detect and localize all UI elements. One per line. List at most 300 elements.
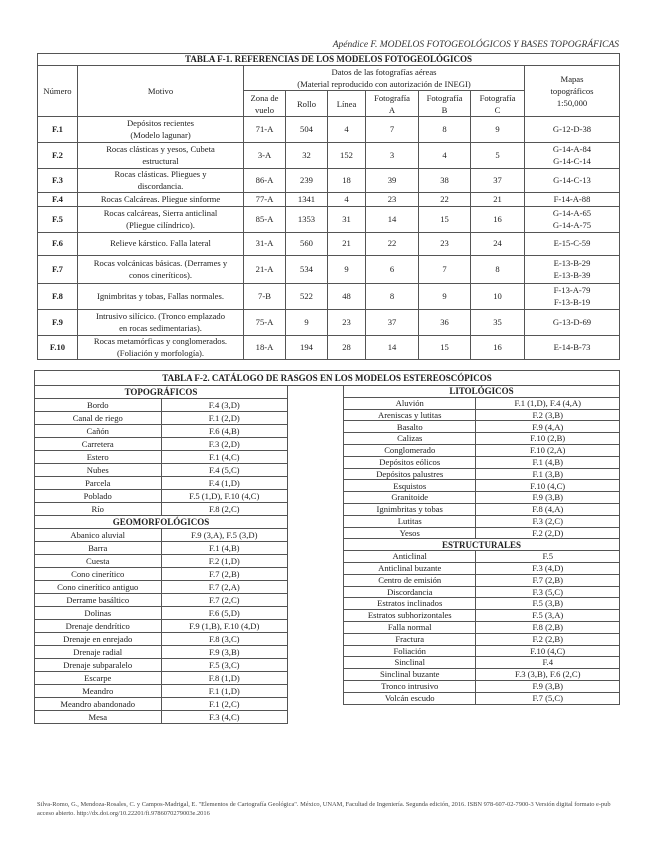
mapa-line1: G-13-D-69	[552, 316, 592, 327]
cell-foto-c: 21	[471, 193, 525, 207]
feature-name: Foliación	[344, 645, 476, 657]
cell-motivo	[78, 143, 244, 169]
zona-line1: Zona de	[250, 92, 279, 103]
feature-name: Canal de riego	[35, 412, 162, 425]
cell-rollo: 194	[286, 336, 328, 360]
cell-mapas	[525, 143, 620, 169]
col-header-zona	[244, 91, 286, 117]
table-row	[344, 409, 620, 421]
feature-name: Yesos	[344, 527, 476, 539]
cell-linea: 9	[328, 256, 366, 284]
feature-reference: F.9 (4,A)	[476, 421, 620, 433]
table-row	[35, 490, 288, 503]
table-row	[35, 529, 288, 542]
cell-motivo	[78, 193, 244, 207]
feature-name: Parcela	[35, 477, 162, 490]
cell-zona: 71-A	[244, 117, 286, 143]
section-header: TOPOGRÁFICOS	[35, 386, 288, 399]
feature-name: Discordancia	[344, 586, 476, 598]
table-row	[35, 399, 288, 412]
cell-foto-c: 35	[471, 310, 525, 336]
foto-b-line1: Fotografía	[426, 92, 463, 103]
feature-name: Lutitas	[344, 515, 476, 527]
table-row	[344, 492, 620, 504]
col-header-linea: Línea	[328, 91, 366, 117]
feature-name: Drenaje en enrejado	[35, 633, 162, 646]
cell-foto-b: 23	[419, 233, 471, 256]
datos-line1: Datos de las fotografías aéreas	[331, 67, 437, 77]
mapa-line1: F-13-A-79	[553, 285, 591, 295]
mapa-line1: E-15-C-59	[553, 238, 591, 249]
citation-footer: Silva-Romo, G., Mendoza-Rosales, C. y Campos-Madrigal, E. "Elementos de Cartografía Geológica". México, UNAM, Facultad de Ingeniería. Segunda edición, 2016. ISBN 978-607-02-7900-3 Versión digital formato e-pub acceso abierto. http://dx.doi.org/10.22201/fi.9786070279003e.2016	[37, 801, 611, 817]
table-row	[38, 207, 620, 233]
feature-name: Depósitos eólicos	[344, 456, 476, 468]
motivo-line1: Rocas metamórficas y conglomerados.	[93, 336, 228, 346]
feature-name: Sinclinal	[344, 657, 476, 669]
table-row	[35, 620, 288, 633]
foto-b-line2: B	[441, 104, 448, 115]
feature-name: Bordo	[35, 399, 162, 412]
cell-linea: 21	[328, 233, 366, 256]
feature-name: Dolinas	[35, 607, 162, 620]
table-row	[35, 503, 288, 516]
col-header-foto-c	[471, 91, 525, 117]
cell-zona: 7-B	[244, 284, 286, 310]
table-row	[35, 581, 288, 594]
feature-name: Depósitos palustres	[344, 468, 476, 480]
cell-numero: F.5	[38, 207, 78, 233]
feature-reference: F.5	[476, 551, 620, 563]
cell-zona: 18-A	[244, 336, 286, 360]
feature-name: Centro de emisión	[344, 574, 476, 586]
section-header-row	[35, 386, 288, 399]
cell-mapas	[525, 310, 620, 336]
feature-name: Carretera	[35, 438, 162, 451]
cell-motivo	[78, 310, 244, 336]
table-row	[344, 562, 620, 574]
feature-name: Drenaje subparalelo	[35, 659, 162, 672]
cell-foto-b: 22	[419, 193, 471, 207]
motivo-line2: conos cineríticos).	[128, 269, 192, 280]
table-row	[344, 503, 620, 515]
motivo-line2: (Foliación y morfología).	[116, 347, 205, 358]
feature-reference: F.7 (2,B)	[161, 568, 288, 581]
cell-rollo: 522	[286, 284, 328, 310]
cell-mapas	[525, 336, 620, 360]
motivo-line2: (Pliegue cilíndrico).	[126, 219, 195, 230]
feature-reference: F.3 (5,C)	[476, 586, 620, 598]
mapa-line1: G-14-C-13	[553, 174, 591, 185]
feature-reference: F.1 (1,D), F.4 (4,A)	[476, 397, 620, 409]
table-f2-title: TABLA F-2. CATÁLOGO DE RASGOS EN LOS MODELOS ESTEREOSCÓPICOS	[34, 370, 620, 386]
cell-rollo: 239	[286, 169, 328, 193]
mapas-line2: topográficos	[550, 86, 594, 96]
datos-line2: (Material reproducido con autorización de INEGI)	[297, 79, 471, 89]
cell-zona: 85-A	[244, 207, 286, 233]
cell-motivo	[78, 336, 244, 360]
feature-name: Meandro abandonado	[35, 698, 162, 711]
col-header-datos	[244, 66, 525, 91]
feature-name: Estero	[35, 451, 162, 464]
section-header: GEOMORFOLÓGICOS	[35, 516, 288, 529]
foto-c-line1: Fotografía	[479, 92, 516, 103]
table-row	[344, 645, 620, 657]
cell-mapas	[525, 233, 620, 256]
col-header-numero: Número	[38, 66, 78, 117]
section-header-row	[35, 516, 288, 529]
feature-name: Fractura	[344, 633, 476, 645]
table-row	[35, 451, 288, 464]
feature-name: Mesa	[35, 711, 162, 724]
feature-reference: F.1 (4,C)	[161, 451, 288, 464]
cell-foto-a: 6	[366, 256, 419, 284]
feature-name: Conglomerado	[344, 444, 476, 456]
table-row	[35, 711, 288, 724]
feature-reference: F.10 (2,A)	[476, 444, 620, 456]
cell-rollo: 32	[286, 143, 328, 169]
cell-foto-a: 14	[366, 207, 419, 233]
foto-a-line1: Fotografía	[374, 92, 410, 103]
table-title: TABLA F-1. REFERENCIAS DE LOS MODELOS FOTOGEOLÓGICOS	[38, 54, 620, 66]
feature-name: Falla normal	[344, 621, 476, 633]
feature-name: Volcán escudo	[344, 692, 476, 704]
table-row	[344, 680, 620, 692]
cell-linea: 4	[328, 193, 366, 207]
table-f1	[37, 53, 620, 360]
col-header-foto-a	[366, 91, 419, 117]
table-row	[344, 421, 620, 433]
table-row	[344, 551, 620, 563]
table-row	[38, 233, 620, 256]
feature-reference: F.3 (3,B), F.6 (2,C)	[476, 669, 620, 681]
feature-reference: F.8 (2,C)	[161, 503, 288, 516]
cell-foto-b: 36	[419, 310, 471, 336]
motivo-line1: Relieve kárstico. Falla lateral	[110, 238, 211, 249]
cell-numero: F.8	[38, 284, 78, 310]
feature-reference: F.4 (1,D)	[161, 477, 288, 490]
cell-foto-c: 8	[471, 256, 525, 284]
cell-rollo: 534	[286, 256, 328, 284]
cell-foto-b: 8	[419, 117, 471, 143]
motivo-line2: en rocas sedimentarias).	[119, 322, 202, 333]
cell-foto-b: 7	[419, 256, 471, 284]
cell-motivo	[78, 284, 244, 310]
table-row	[344, 397, 620, 409]
page-header: Apéndice F. MODELOS FOTOGEOLÓGICOS Y BASES TOPOGRÁFICAS	[332, 40, 619, 50]
cell-numero: F.9	[38, 310, 78, 336]
table-row	[35, 685, 288, 698]
feature-name: Esquistos	[344, 480, 476, 492]
feature-reference: F.4	[476, 657, 620, 669]
foto-c-line2: C	[494, 104, 501, 115]
mapa-line2: G-14-A-75	[552, 219, 592, 230]
feature-reference: F.3 (2,D)	[161, 438, 288, 451]
cell-numero: F.10	[38, 336, 78, 360]
feature-name: Tronco intrusivo	[344, 680, 476, 692]
table-row	[35, 438, 288, 451]
feature-name: Nubes	[35, 464, 162, 477]
cell-foto-b: 9	[419, 284, 471, 310]
cell-mapas	[525, 207, 620, 233]
table-row	[35, 659, 288, 672]
feature-reference: F.2 (3,B)	[476, 409, 620, 421]
table-row	[344, 444, 620, 456]
cell-foto-a: 23	[366, 193, 419, 207]
table-row	[35, 412, 288, 425]
col-header-mapas	[525, 66, 620, 117]
feature-reference: F.5 (3,C)	[161, 659, 288, 672]
cell-zona: 21-A	[244, 256, 286, 284]
cell-linea: 23	[328, 310, 366, 336]
cell-linea: 4	[328, 117, 366, 143]
table-row	[344, 586, 620, 598]
cell-linea: 28	[328, 336, 366, 360]
table-row	[344, 621, 620, 633]
feature-reference: F.9 (3,B)	[161, 646, 288, 659]
motivo-line2: estructural	[142, 155, 179, 166]
cell-zona: 31-A	[244, 233, 286, 256]
table-row	[344, 633, 620, 645]
feature-reference: F.10 (4,C)	[476, 480, 620, 492]
cell-foto-c: 10	[471, 284, 525, 310]
cell-rollo: 9	[286, 310, 328, 336]
feature-reference: F.1 (4,B)	[476, 456, 620, 468]
cell-motivo	[78, 207, 244, 233]
feature-reference: F.9 (3,B)	[476, 492, 620, 504]
cell-mapas	[525, 117, 620, 143]
table-row	[344, 480, 620, 492]
cell-linea: 48	[328, 284, 366, 310]
cell-motivo	[78, 117, 244, 143]
table-row	[344, 657, 620, 669]
feature-reference: F.5 (1,D), F.10 (4,C)	[161, 490, 288, 503]
table-row	[35, 555, 288, 568]
table-row	[38, 193, 620, 207]
feature-reference: F.8 (2,B)	[476, 621, 620, 633]
section-header: LITOLÓGICOS	[344, 386, 620, 398]
cell-foto-a: 22	[366, 233, 419, 256]
cell-foto-c: 37	[471, 169, 525, 193]
feature-name: Cono cinerítico	[35, 568, 162, 581]
table-row	[35, 568, 288, 581]
feature-name: Granitoide	[344, 492, 476, 504]
cell-foto-b: 4	[419, 143, 471, 169]
feature-reference: F.7 (5,C)	[476, 692, 620, 704]
feature-name: Escarpe	[35, 672, 162, 685]
feature-reference: F.7 (2,C)	[161, 594, 288, 607]
motivo-line1: Depósitos recientes	[126, 118, 195, 128]
feature-reference: F.3 (4,C)	[161, 711, 288, 724]
table-row	[35, 672, 288, 685]
cell-numero: F.7	[38, 256, 78, 284]
foto-a-line2: A	[388, 104, 396, 115]
motivo-line1: Rocas clásticas. Pliegues y	[114, 169, 207, 179]
table-row	[35, 594, 288, 607]
feature-name: Calizas	[344, 433, 476, 445]
feature-reference: F.8 (3,C)	[161, 633, 288, 646]
col-header-motivo: Motivo	[78, 66, 244, 117]
cell-linea: 18	[328, 169, 366, 193]
table-row	[35, 633, 288, 646]
motivo-line1: Rocas calcáreas, Sierra anticlinal	[103, 208, 218, 218]
feature-name: Anticlinal buzante	[344, 562, 476, 574]
feature-name: Areniscas y lutitas	[344, 409, 476, 421]
col-header-rollo: Rollo	[286, 91, 328, 117]
cell-foto-a: 14	[366, 336, 419, 360]
table-row	[35, 477, 288, 490]
mapa-line2: G-14-C-14	[553, 155, 591, 166]
mapa-line2: E-13-B-39	[553, 269, 591, 280]
feature-name: Cañón	[35, 425, 162, 438]
feature-name: Estratos subhorizontales	[344, 610, 476, 622]
cell-rollo: 560	[286, 233, 328, 256]
table-row	[35, 646, 288, 659]
table-row	[35, 464, 288, 477]
mapa-line1: G-14-A-84	[552, 144, 592, 154]
table-row	[38, 169, 620, 193]
cell-zona: 86-A	[244, 169, 286, 193]
mapa-line1: F-14-A-88	[553, 193, 591, 204]
feature-reference: F.8 (1,D)	[161, 672, 288, 685]
feature-reference: F.2 (1,D)	[161, 555, 288, 568]
mapa-line1: E-14-B-73	[553, 341, 591, 352]
cell-foto-c: 24	[471, 233, 525, 256]
feature-name: Aluvión	[344, 397, 476, 409]
table-row	[344, 669, 620, 681]
feature-name: Río	[35, 503, 162, 516]
mapa-line1: E-13-B-29	[553, 258, 591, 268]
feature-name: Ignimbritas y tobas	[344, 503, 476, 515]
feature-reference: F.7 (2,B)	[476, 574, 620, 586]
motivo-line1: Rocas clásticas y yesos, Cubeta	[106, 144, 215, 154]
cell-foto-c: 9	[471, 117, 525, 143]
feature-name: Barra	[35, 542, 162, 555]
cell-mapas	[525, 193, 620, 207]
table-row	[35, 425, 288, 438]
section-header: ESTRUCTURALES	[344, 539, 620, 551]
feature-name: Meandro	[35, 685, 162, 698]
feature-reference: F.5 (3,A)	[476, 610, 620, 622]
table-row	[38, 143, 620, 169]
feature-reference: F.3 (2,C)	[476, 515, 620, 527]
cell-linea: 152	[328, 143, 366, 169]
cell-foto-a: 37	[366, 310, 419, 336]
cell-foto-a: 39	[366, 169, 419, 193]
motivo-line1: Ignimbritas y tobas, Fallas normales.	[97, 290, 224, 301]
cell-numero: F.2	[38, 143, 78, 169]
feature-reference: F.5 (3,B)	[476, 598, 620, 610]
cell-mapas	[525, 169, 620, 193]
table-row	[35, 607, 288, 620]
feature-reference: F.4 (3,D)	[161, 399, 288, 412]
feature-name: Cuesta	[35, 555, 162, 568]
table-row	[344, 610, 620, 622]
table-row	[38, 336, 620, 360]
table-row	[344, 468, 620, 480]
mapas-line1: Mapas	[560, 74, 584, 84]
mapas-line3: 1:50,000	[556, 98, 588, 108]
table-row	[38, 256, 620, 284]
cell-foto-c: 16	[471, 336, 525, 360]
feature-reference: F.10 (2,B)	[476, 433, 620, 445]
motivo-line2: (Modelo lagunar)	[130, 129, 191, 140]
feature-reference: F.6 (5,D)	[161, 607, 288, 620]
feature-name: Abanico aluvial	[35, 529, 162, 542]
feature-name: Derrame basáltico	[35, 594, 162, 607]
table-f2-left	[34, 385, 288, 724]
cell-foto-a: 8	[366, 284, 419, 310]
feature-reference: F.2 (2,D)	[476, 527, 620, 539]
feature-reference: F.1 (2,D)	[161, 412, 288, 425]
cell-motivo	[78, 256, 244, 284]
feature-name: Drenaje radial	[35, 646, 162, 659]
cell-zona: 77-A	[244, 193, 286, 207]
mapa-line1: G-14-A-65	[552, 208, 592, 218]
table-row	[344, 456, 620, 468]
cell-rollo: 1353	[286, 207, 328, 233]
feature-reference: F.6 (4,B)	[161, 425, 288, 438]
cell-foto-a: 7	[366, 117, 419, 143]
cell-numero: F.4	[38, 193, 78, 207]
feature-reference: F.9 (3,B)	[476, 680, 620, 692]
table-row	[344, 574, 620, 586]
table-row	[344, 692, 620, 704]
mapa-line2: F-13-B-19	[553, 296, 591, 307]
col-header-foto-b	[419, 91, 471, 117]
table-row	[344, 598, 620, 610]
cell-foto-c: 5	[471, 143, 525, 169]
cell-foto-b: 15	[419, 336, 471, 360]
cell-mapas	[525, 284, 620, 310]
motivo-line1: Intrusivo silícico. (Tronco emplazado	[95, 311, 226, 321]
motivo-line2: discordancia.	[137, 180, 184, 191]
feature-reference: F.2 (2,B)	[476, 633, 620, 645]
motivo-line1: Rocas Calcáreas. Pliegue sinforme	[100, 193, 221, 204]
feature-reference: F.9 (1,B), F.10 (4,D)	[161, 620, 288, 633]
cell-foto-b: 38	[419, 169, 471, 193]
table-row	[35, 698, 288, 711]
table-row	[344, 527, 620, 539]
table-row	[344, 515, 620, 527]
feature-reference: F.9 (3,A), F.5 (3,D)	[161, 529, 288, 542]
cell-numero: F.1	[38, 117, 78, 143]
table-row	[344, 433, 620, 445]
cell-numero: F.6	[38, 233, 78, 256]
cell-motivo	[78, 233, 244, 256]
feature-name: Drenaje dendrítico	[35, 620, 162, 633]
cell-zona: 3-A	[244, 143, 286, 169]
feature-reference: F.1 (1,D)	[161, 685, 288, 698]
feature-reference: F.1 (3,B)	[476, 468, 620, 480]
section-header-row	[344, 539, 620, 551]
cell-numero: F.3	[38, 169, 78, 193]
table-row	[38, 117, 620, 143]
section-header-row	[344, 386, 620, 398]
feature-reference: F.8 (4,A)	[476, 503, 620, 515]
mapa-line1: G-12-D-38	[552, 123, 592, 134]
table-row	[38, 284, 620, 310]
feature-reference: F.1 (2,C)	[161, 698, 288, 711]
feature-name: Anticlinal	[344, 551, 476, 563]
cell-rollo: 504	[286, 117, 328, 143]
feature-reference: F.1 (4,B)	[161, 542, 288, 555]
cell-rollo: 1341	[286, 193, 328, 207]
cell-foto-b: 15	[419, 207, 471, 233]
feature-name: Basalto	[344, 421, 476, 433]
zona-line2: vuelo	[254, 104, 275, 115]
table-f2-right	[343, 385, 620, 705]
feature-reference: F.3 (4,D)	[476, 562, 620, 574]
